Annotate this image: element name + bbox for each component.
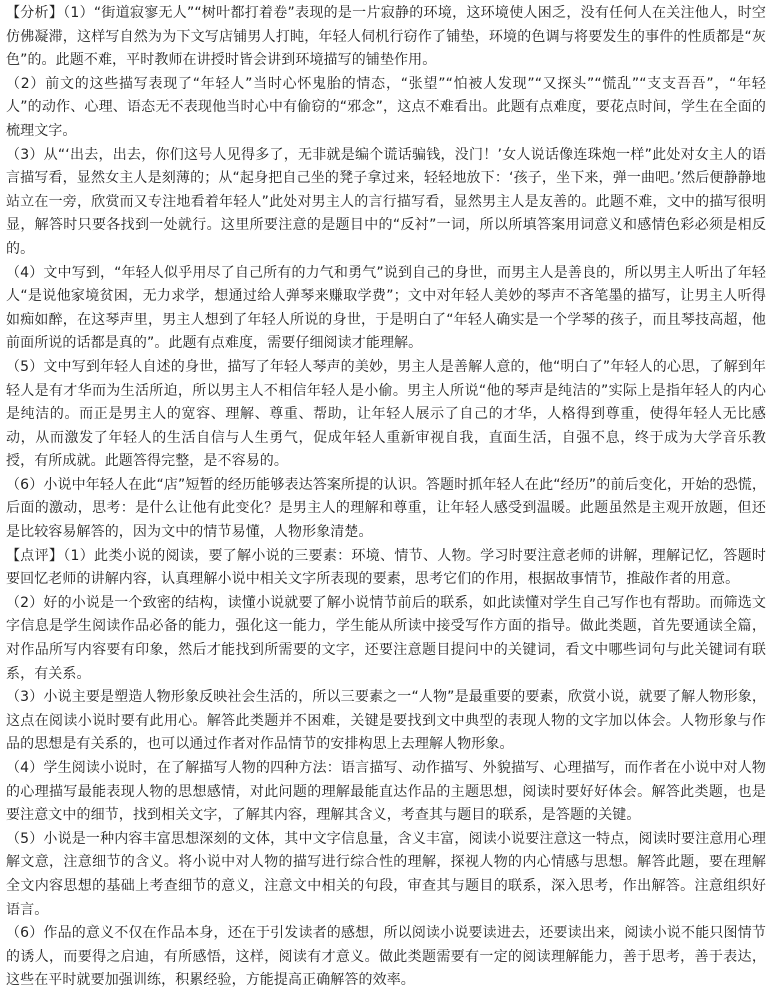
comment-paragraph-6: （6）作品的意义不仅在作品本身，还在于引发读者的感想，所以阅读小说要读进去，还要读出来，阅读小说不能只图情节的诱人，而要得之启迪，有所感悟，这样，阅读有才意义。做此类题需要有一定的阅读理解能力，善于思考，善于表达，这些在平时就要加强训练，积累经验，方能提高正确解答的效率。	[6, 925, 766, 989]
analysis-paragraph-1-text: （1）“街道寂寥无人”“树叶都打着卷”表现的是一片寂静的环境，这环境使人困乏，没有任何人在关注他人，时空仿佛凝滞，这样写自然为为下文写店铺男人打盹，年轻人伺机行窃作了铺垫，环境的色调与将要发生的事件的性质都是“灰色”的。此题不难，平时教师在讲授时皆会讲到环境描写的铺垫作用。	[6, 5, 766, 69]
analysis-section	[6, 2, 766, 545]
analysis-paragraph-1	[6, 2, 766, 73]
comment-paragraph-1-text: （1）此类小说的阅读，要了解小说的三要素：环境、情节、人物。学习时要注意老师的讲解，理解记忆，答题时要回忆老师的讲解内容，认真理解小说中相关文字所表现的要素，思考它们的作用，根据故事情节，推敲作者的用意。	[6, 547, 767, 588]
comment-label: 【点评】	[6, 547, 64, 564]
analysis-paragraph-6: （6）小说中年轻人在此“店”短暂的经历能够表达答案所提的认识。答题时抓年轻人在此“经历”的前后变化，开始的恐慌，后面的激动，思考：是什么让他有此变化？是男主人的理解和尊重，让年轻人感受到温暖。此题虽然是主观开放题，但还是比较容易解答的，因为文中的情节易懂，人物形象清楚。	[6, 476, 766, 541]
comment-paragraph-3: （3）小说主要是塑造人物形象反映社会生活的，所以三要素之一“人物”是最重要的要素，欣赏小说，就要了解人物形象，这点在阅读小说时要有此用心。解答此类题并不困难，关键是要找到文中典型的表现人物的文字加以体会。人物形象与作品的思想是有关系的，也可以通过作者对作品情节的安排构思上去理解人物形象。	[6, 689, 766, 753]
analysis-paragraph-2: （2）前文的这些描写表现了“年轻人”当时心怀鬼胎的情态，“张望”“怕被人发现”“又探头”“慌乱”“支支吾吾”，“年轻人”的动作、心理、语态无不表现他当时心中有偷窃的“邪念”，这点不难看出。此题有点难度，要花点时间，学生在全面的梳理文字。	[6, 75, 766, 139]
comment-paragraph-5: （5）小说是一种内容丰富思想深刻的文体，其中文字信息量，含义丰富，阅读小说要注意这一特点，阅读时要注意用心理解文意，注意细节的含义。将小说中对人物的描写进行综合性的理解，探视人物的内心情感与思想。解答此题，要在理解全文内容思想的基础上考查细节的意义，注意文中相关的句段，审查其与题目的联系，深入思考，作出解答。注意组织好语言。	[6, 830, 766, 918]
comment-paragraph-2: （2）好的小说是一个致密的结构，读懂小说就要了解小说情节前后的联系，如此读懂对学生自己写作也有帮助。而筛选文字信息是学生阅读作品必备的能力，强化这一能力，学生能从所读中接受写作方面的指导。做此类题，首先要通读全篇，对作品所写内容要有印象，然后才能找到所需要的文字，还要注意题目提问中的关键词，看文中哪些词句与此关键词有联系，有关系。	[6, 594, 766, 682]
comment-paragraph-4: （4）学生阅读小说时，在了解描写人物的四种方法：语言描写、动作描写、外貌描写、心理描写，而作者在小说中对人物的心理描写最能表现人物的思想感情，对此问题的理解最能直达作品的主题思想，阅读时要好好体会。解答此类题，也是要注意文中的细节，找到相关文字，了解其内容，理解其含义，考查其与题目的联系，是答题的关键。	[6, 760, 766, 824]
analysis-paragraph-4: （4）文中写到，“年轻人似乎用尽了自己所有的力气和勇气”说到自己的身世，而男主人是善良的，所以男主人听出了年轻人“是说他家境贫困，无力求学，想通过给人弹琴来赚取学费”；文中对年轻人美妙的琴声不吝笔墨的描写，让男主人听得如痴如醉，在这琴声里，男主人想到了年轻人所说的身世，于是明白了“年轻人确实是一个学琴的孩子，而且琴技高超，他前面所说的话都是真的”。此题有点难度，需要仔细阅读才能理解。	[6, 264, 766, 352]
comment-paragraph-1	[6, 545, 766, 592]
analysis-paragraph-5: （5）文中写到年轻人自述的身世，描写了年轻人琴声的美妙，男主人是善解人意的，他“明白了”年轻人的心思，了解到年轻人是有才华而为生活所迫，所以男主人不相信年轻人是小偷。男主人所说“他的琴声是纯洁的”实际上是指年轻人的内心是纯洁的。而正是男主人的宽容、理解、尊重、帮助，让年轻人展示了自己的才华，人格得到尊重，使得年轻人无比感动，从而激发了年轻人的生活自信与人生勇气，促成年轻人重新审视自我，直面生活，自强不息，终于成为大学音乐教授，有所成就。此题答得完整，是不容易的。	[6, 358, 766, 470]
analysis-paragraph-3: （3）从“‘出去，出去，你们这号人见得多了，无非就是编个谎话骗钱，没门！’女人说话像连珠炮一样”此处对女主人的语言描写看，显然女主人是刻薄的；从“起身把自己坐的凳子拿过来，轻轻地放下：‘孩子，坐下来，弹一曲吧。’然后便静静地站立在一旁，欣赏而又专注地看着年轻人”此处对男主人的言行描写看，显然男主人是友善的。此题不难，文中的描写很明显，解答时只要各找到一处就行。这里所要注意的是题目中的“反衬”一词，所以所填答案用词意义和感情色彩必须是相反的。	[6, 146, 766, 257]
comment-section	[6, 545, 766, 993]
analysis-label: 【分析】	[6, 5, 64, 21]
